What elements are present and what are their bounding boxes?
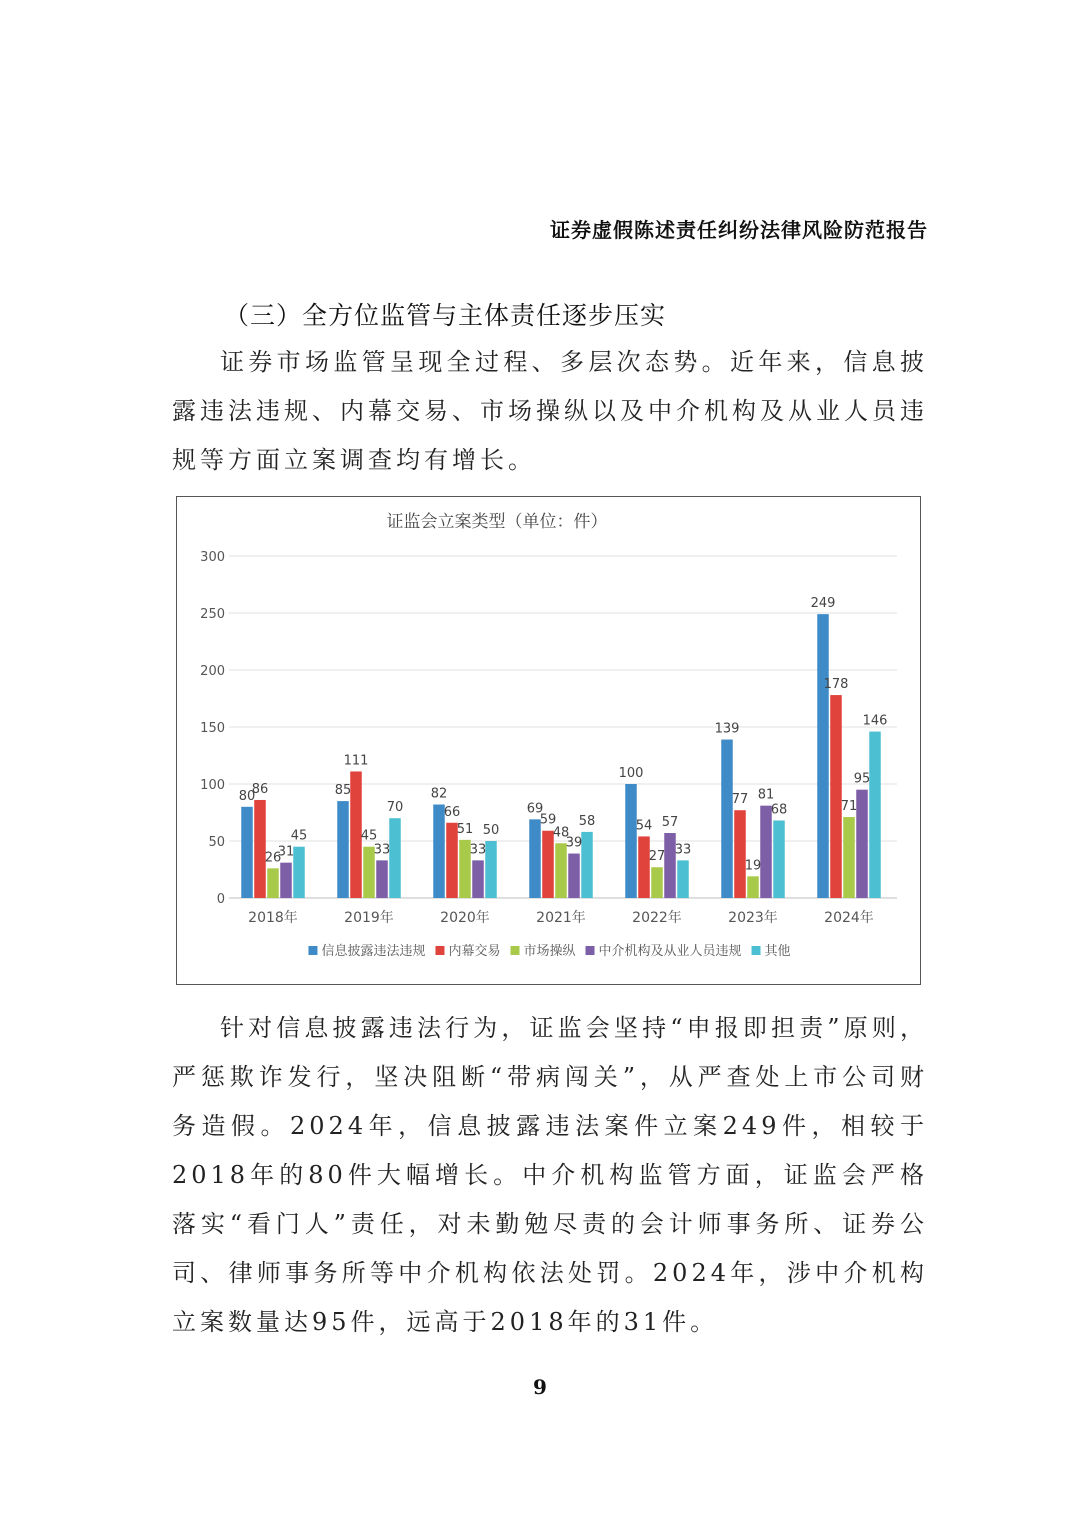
bar <box>869 732 881 898</box>
bar <box>337 801 349 898</box>
y-tick-label: 100 <box>200 778 225 793</box>
page-number: 9 <box>533 1375 547 1399</box>
x-tick-label: 2024年 <box>824 910 874 926</box>
data-label: 57 <box>661 815 679 831</box>
data-label: 54 <box>635 818 653 834</box>
chart-title: 证监会立案类型（单位：件） <box>386 512 608 532</box>
paragraph-text: 针对信息披露违法行为，证监会坚持“申报即担责”原则，严惩欺诈发行，坚决阻断“带病闯关”，从严查处上市公司财务造假。2024年，信息披露违法案件立案249件，相较于2018年的80件大幅增长。中介机构监管方面，证监会严格落实“看门人”责任，对未勤勉尽责的会计师事务所、证券公司、律师事务所等中介机构依法处罚。2024年，涉中介机构立案数量达95件，远高于2018年的31件。 <box>172 1014 928 1336</box>
data-label: 33 <box>373 842 391 858</box>
data-label: 86 <box>251 781 269 797</box>
chart-data-labels <box>239 596 888 873</box>
x-tick-label: 2022年 <box>632 910 682 926</box>
bar <box>677 860 689 898</box>
legend-swatch <box>308 946 317 955</box>
bar <box>830 695 842 898</box>
bar <box>542 831 554 898</box>
data-label: 50 <box>482 823 500 838</box>
data-label: 82 <box>430 786 448 802</box>
data-label: 45 <box>360 828 378 844</box>
bar <box>625 784 637 898</box>
legend-item <box>586 943 742 959</box>
data-label: 100 <box>618 766 644 781</box>
data-label: 39 <box>565 835 583 851</box>
bar <box>568 854 580 898</box>
y-tick-label: 0 <box>216 892 225 907</box>
data-label: 81 <box>757 787 775 803</box>
bar <box>747 876 759 898</box>
legend-swatch <box>586 946 595 955</box>
body-paragraph-2 <box>172 1004 928 1347</box>
chart-bars <box>238 614 881 898</box>
legend-label: 市场操纵 <box>523 944 576 959</box>
data-label: 27 <box>648 849 666 865</box>
bar <box>254 800 266 898</box>
bar <box>376 860 388 898</box>
data-label: 178 <box>823 677 849 693</box>
bar <box>651 867 663 898</box>
data-label: 66 <box>443 804 461 820</box>
data-label: 48 <box>552 825 570 841</box>
bar <box>293 847 305 898</box>
data-label: 59 <box>539 812 557 828</box>
legend-item <box>510 943 575 959</box>
legend-label: 信息披露违法违规 <box>321 944 426 959</box>
bar <box>817 614 829 898</box>
y-tick-label: 50 <box>208 835 225 850</box>
paragraph-text: 证券市场监管呈现全过程、多层次态势。近年来，信息披露违法违规、内幕交易、市场操纵以及中介机构及从业人员违规等方面立案调查均有增长。 <box>172 348 928 474</box>
bar <box>241 807 253 898</box>
bar <box>472 860 484 898</box>
data-label: 95 <box>853 771 871 787</box>
data-label: 85 <box>334 783 352 799</box>
data-label: 71 <box>840 799 858 815</box>
data-label: 69 <box>526 801 544 817</box>
bar <box>843 817 855 898</box>
x-tick-label: 2019年 <box>344 910 394 926</box>
bar <box>485 841 497 898</box>
data-label: 139 <box>714 721 740 737</box>
data-label: 26 <box>264 850 282 866</box>
legend-item <box>435 943 500 959</box>
legend-label: 其他 <box>764 944 791 959</box>
bar <box>389 818 401 898</box>
bar <box>721 740 733 898</box>
legend-item <box>308 943 425 959</box>
data-label: 68 <box>770 802 788 818</box>
data-label: 70 <box>386 800 404 816</box>
data-label: 146 <box>862 713 888 729</box>
bar <box>638 836 650 898</box>
legend-swatch <box>752 946 761 955</box>
legend-label: 中介机构及从业人员违规 <box>598 944 742 959</box>
data-label: 80 <box>238 788 256 804</box>
x-tick-label: 2021年 <box>536 910 586 926</box>
y-tick-label: 250 <box>200 607 225 622</box>
y-tick-label: 200 <box>200 664 225 679</box>
legend-swatch <box>435 946 444 955</box>
bar <box>760 806 772 898</box>
data-label: 58 <box>578 813 596 829</box>
data-label: 45 <box>290 828 308 844</box>
legend-label: 内幕交易 <box>448 944 501 959</box>
data-label: 51 <box>456 821 474 837</box>
bar <box>734 810 746 898</box>
running-header-title: 证券虚假陈述责任纠纷法律风险防范报告 <box>550 218 928 242</box>
x-tick-label: 2018年 <box>248 910 298 926</box>
data-label: 31 <box>277 844 295 860</box>
bar <box>529 819 541 898</box>
case-type-bar-chart <box>176 496 921 985</box>
data-label: 33 <box>674 842 692 858</box>
bar <box>555 843 567 898</box>
chart-canvas <box>177 497 922 986</box>
data-label: 33 <box>469 842 487 858</box>
body-paragraph-1 <box>172 338 928 485</box>
x-tick-label: 2023年 <box>728 910 778 926</box>
data-label: 77 <box>731 792 749 808</box>
data-label: 19 <box>744 858 762 874</box>
chart-legend <box>308 943 790 959</box>
y-tick-label: 300 <box>200 550 225 565</box>
x-tick-label: 2020年 <box>440 910 490 926</box>
y-tick-label: 150 <box>200 721 225 736</box>
legend-item <box>752 943 791 959</box>
section-heading: （三）全方位监管与主体责任逐步压实 <box>224 301 667 330</box>
legend-swatch <box>510 946 519 955</box>
bar <box>267 868 279 898</box>
bar <box>581 832 593 898</box>
bar <box>773 820 785 898</box>
bar <box>280 863 292 898</box>
data-label: 249 <box>810 596 836 612</box>
data-label: 111 <box>343 753 369 769</box>
chart-y-axis <box>200 550 225 907</box>
chart-x-axis <box>248 909 874 926</box>
bar <box>856 790 868 898</box>
